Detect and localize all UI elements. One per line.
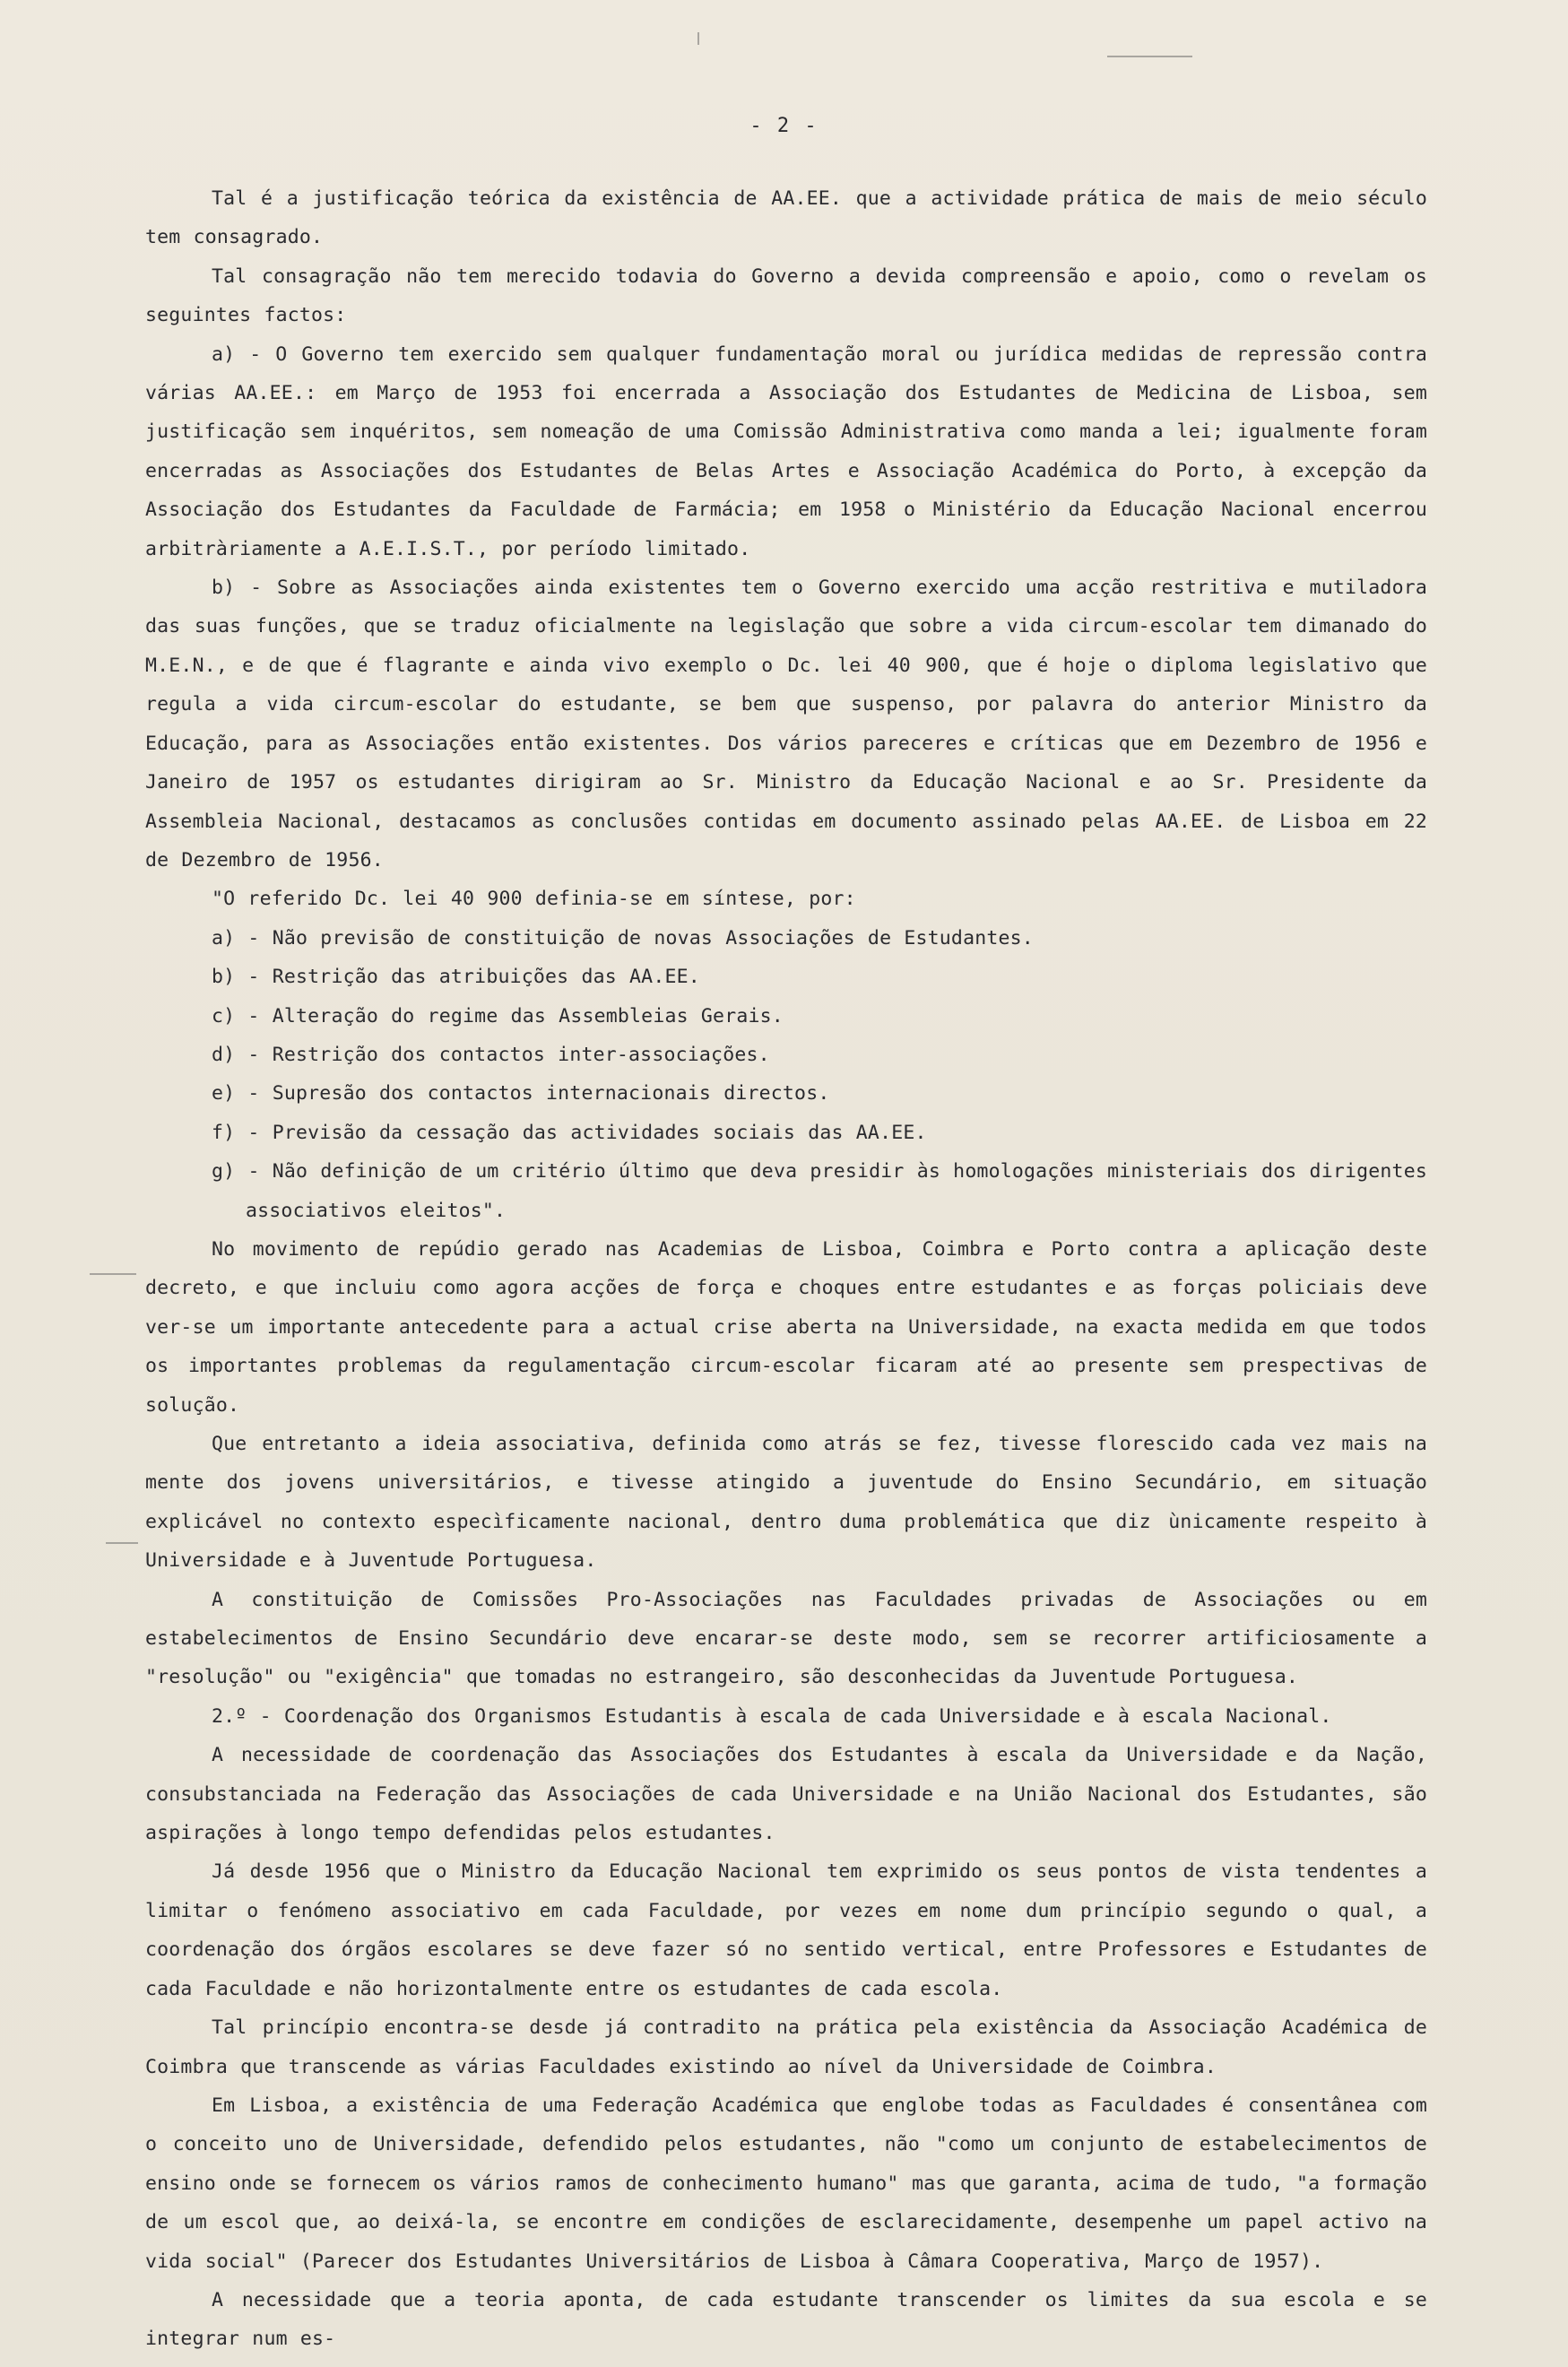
paragraph: Já desde 1956 que o Ministro da Educação Nacional tem exprimido os seus pontos de vista tendentes a limitar o fenómeno associativo em cada Faculdade, por vezes em nome dum princípio segundo o qual, a coordenação dos órgãos escolares se deve fazer só no sentido vertical, entre Professores e Estudantes de cada Faculdade e não horizontalmente entre os estudantes de cada escola. (145, 1860, 1427, 2000)
scan-mark (1107, 56, 1192, 57)
paragraph: Tal é a justificação teórica da existência de AA.EE. que a actividade prática de mais de meio século tem consagrado. (145, 187, 1427, 249)
paragraph: Que entretanto a ideia associativa, definida como atrás se fez, tivesse florescido cada vez mais na mente dos jovens universitários, e tivesse atingido a juventude do Ensino Secundário, em situação explicável no contexto especìficamente nacional, dentro duma problemática que diz ùnicamente respeito à Universidade e à Juventude Portuguesa. (145, 1433, 1427, 1573)
paragraph: No movimento de repúdio gerado nas Academias de Lisboa, Coimbra e Porto contra a aplicação deste decreto, e que incluiu como agora acções de força e choques entre estudantes e as forças policiais deve ver-se um importante antecedente para a actual crise aberta na Universidade, na exacta medida em que todos os importantes problemas da regulamentação circum-escolar ficaram até ao presente sem prespectivas de solução. (145, 1237, 1427, 1417)
list-item: d) - Restrição dos contactos inter-associações. (212, 1043, 770, 1066)
quote-intro: "O referido Dc. lei 40 900 definia-se em síntese, por: (212, 888, 856, 911)
list-item: b) - Restrição das atribuições das AA.EE. (212, 966, 700, 989)
paragraph: Tal princípio encontra-se desde já contradito na prática pela existência da Associação Académica de Coimbra que transcende as várias Faculdades existindo ao nível da Universidade de Coimbra. (145, 2016, 1427, 2078)
scan-mark (106, 1542, 138, 1544)
paragraph: Em Lisboa, a existência de uma Federação Académica que englobe todas as Faculdades é consentânea com o conceito uno de Universidade, defendido pelos estudantes, não "como um conjunto de estabelecimentos de ensino onde se fornecem os vários ramos de conhecimento humano" mas que garanta, acima de tudo, "a formação de um escol que, ao deixá-la, se encontre em condições de esclarecidamente, desempenhe um papel activo na vida social" (Parecer dos Estudantes Universitários de Lisboa à Câmara Cooperativa, Março de 1957). (145, 2094, 1427, 2273)
list-item: f) - Previsão da cessação das actividades sociais das AA.EE. (212, 1121, 927, 1144)
paragraph: Tal consagração não tem merecido todavia do Governo a devida compreensão e apoio, como o revelam os seguintes factos: (145, 264, 1427, 327)
section-heading: 2.º - Coordenação dos Organismos Estudantis à escala de cada Universidade e à escala Nacional. (212, 1704, 1332, 1728)
paragraph: b) - Sobre as Associações ainda existentes tem o Governo exercido uma acção restritiva e mutiladora das suas funções, que se traduz oficialmente na legislação que sobre a vida circum-escolar tem dimanado do M.E.N., e de que é flagrante e ainda vivo exemplo o Dc. lei 40 900, que é hoje o diploma legislativo que regula a vida circum-escolar do estudante, se bem que suspenso, por palavra do anterior Ministro da Educação, para as Associações então existentes. Dos vários pareceres e críticas que em Dezembro de 1956 e Janeiro de 1957 os estudantes dirigiram ao Sr. Ministro da Educação Nacional e ao Sr. Presidente da Assembleia Nacional, destacamos as conclusões contidas em documento assinado pelas AA.EE. de Lisboa em 22 de Dezembro de 1956. (145, 577, 1427, 871)
page-number: - 2 - (749, 115, 819, 137)
paragraph: A necessidade de coordenação das Associações dos Estudantes à escala da Universidade e da Nação, consubstanciada na Federação das Associações de cada Universidade e na União Nacional dos Estudantes, são aspirações à longo tempo defendidas pelos estudantes. (145, 1744, 1427, 1845)
list-item: a) - Não previsão de constituição de novas Associações de Estudantes. (212, 926, 1034, 949)
paragraph: A necessidade que a teoria aponta, de cada estudante transcender os limites da sua escola e se integrar num es- (145, 2288, 1427, 2351)
document-body (145, 179, 1427, 2359)
list-item: e) - Supresão dos contactos internacionais directos. (212, 1082, 830, 1105)
paragraph: A constituição de Comissões Pro-Associações nas Faculdades privadas de Associações ou em estabelecimentos de Ensino Secundário deve encarar-se deste modo, sem se recorrer artificiosamente a "resolução" ou "exigência" que tomadas no estrangeiro, são desconhecidas da Juventude Portuguesa. (145, 1588, 1427, 1689)
scan-mark (697, 32, 699, 45)
list-item: c) - Alteração do regime das Assembleias Gerais. (212, 1004, 784, 1027)
scan-mark (90, 1273, 136, 1275)
paragraph: a) - O Governo tem exercido sem qualquer fundamentação moral ou jurídica medidas de repressão contra várias AA.EE.: em Março de 1953 foi encerrada a Associação dos Estudantes de Medicina de Lisboa, sem justificação sem inquéritos, sem nomeação de uma Comissão Administrativa como manda a lei; igualmente foram encerradas as Associações dos Estudantes de Belas Artes e Associação Académica do Porto, à excepção da Associação dos Estudantes da Faculdade de Farmácia; em 1958 o Ministério da Educação Nacional encerrou arbitràriamente a A.E.I.S.T., por período limitado. (145, 342, 1427, 560)
list-item: g) - Não definição de um critério último que deva presidir às homologações ministeriais dos dirigentes associativos eleitos". (212, 1160, 1427, 1222)
